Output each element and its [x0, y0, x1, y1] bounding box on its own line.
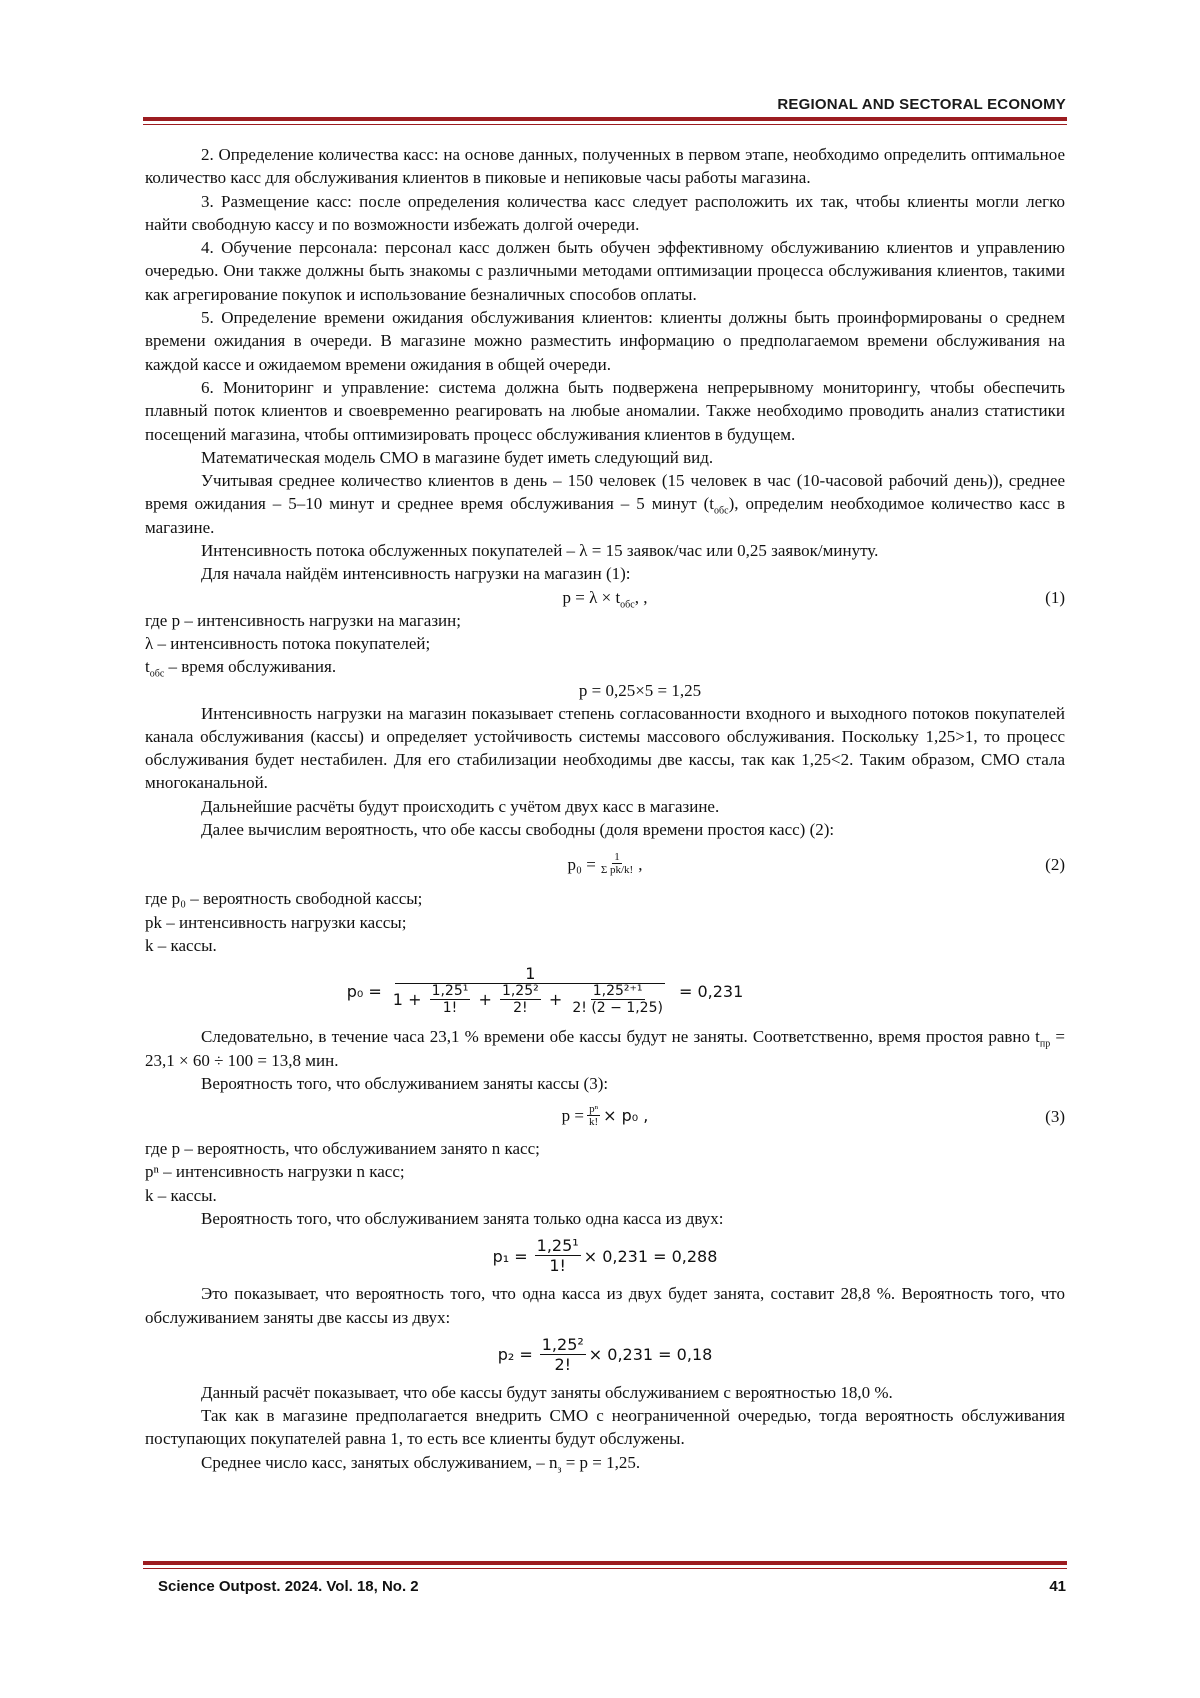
paragraph: Вероятность того, что обслуживанием занята только одна касса из двух:: [201, 1208, 724, 1228]
paragraph: 2. Определение количества касс: на основе данных, полученных в первом этапе, необходимо определить оптимальное количество касс для обслуживания клиентов в пиковые и непиковые часы работы магазина.: [145, 145, 1065, 188]
paragraph: Интенсивность потока обслуженных покупателей – λ = 15 заявок/час или 0,25 заявок/минуту.: [201, 541, 879, 561]
where-clause: где p₀ – вероятность свободной кассы;: [145, 889, 423, 909]
paragraph: Следовательно, в течение часа 23,1 % времени обе кассы будут не заняты. Соответственно, время простоя равно $t_{пр} = 23,1 \times 60 \div 100 = 13,8$ мин.: [145, 1027, 1065, 1070]
where-clause: k – кассы.: [145, 935, 217, 955]
paragraph: Данный расчёт показывает, что обе кассы будут заняты обслуживанием с вероятностью 18,0 %.: [201, 1382, 893, 1402]
equation-3: p = $\frac{\text{pⁿ}}{k!}$ × p₀ , (3): [561, 1102, 1065, 1129]
paragraph: Учитывая среднее количество клиентов в день – 150 человек (15 человек в час (10-часовой рабочий день)), среднее время ожидания – 5–10 минут и среднее время обслуживания – 5 минут $(t_{обс})$, определим необходимое количество касс в магазине.: [145, 471, 1066, 537]
equation-1: $p = \lambda \times t_{обс}$, , (1): [562, 587, 1065, 611]
fraction: $\frac{\text{1,25²}}{2!}$: [541, 1334, 584, 1374]
running-header: REGIONAL AND SECTORAL ECONOMY: [777, 96, 1066, 113]
equation-2: p₀ = $\frac{1}{\text{Σ pk/k!}}$ , (2): [567, 851, 1065, 877]
header-rule-thin: [143, 124, 1067, 125]
equation-number: (1): [1045, 587, 1065, 607]
paragraph: Это показывает, что вероятность того, что одна касса из двух будет занята, составит 28,8 %. Вероятность того, что обслуживанием заняты две кассы из двух:: [145, 1284, 1065, 1327]
paragraph: Дальнейшие расчёты будут происходить с учётом двух касс в магазине.: [201, 796, 720, 816]
where-clause: $t_{обс}$ – время обслуживания.: [145, 657, 337, 680]
where-clause: где p – интенсивность нагрузки на магазин;: [145, 610, 461, 630]
paragraph: Так как в магазине предполагается внедрить СМО с неограниченной очередью, тогда вероятность обслуживания поступающих покупателей равна 1, то есть все клиенты будут обслужены.: [145, 1406, 1065, 1449]
where-clause: pk – интенсивность нагрузки кассы;: [145, 912, 407, 932]
paragraph: 5. Определение времени ожидания обслуживания клиентов: клиенты должны быть проинформированы о среднем времени ожидания в очереди. В магазине можно разместить информацию о предполагаемом времени обслуживания на каждой кассе и ожидаемом времени ожидания в общей очереди.: [145, 308, 1065, 374]
equation-p1: p₁ = $\frac{\text{1,25¹}}{1!}$ × 0,231 = 0,288: [492, 1236, 718, 1275]
fraction: $\frac{\text{pⁿ}}{k!}$: [588, 1102, 599, 1129]
where-clause: pⁿ – интенсивность нагрузки n касс;: [145, 1162, 405, 1182]
fraction: $\frac{1}{\text{Σ pk/k!}}$: [600, 851, 634, 877]
paragraph: Вероятность того, что обслуживанием заняты кассы (3):: [201, 1073, 609, 1093]
footer-rule-thick: [143, 1561, 1067, 1565]
where-clause: k – кассы.: [145, 1185, 217, 1205]
paragraph: Интенсивность нагрузки на магазин показывает степень согласованности входного и выходного потоков покупателей канала обслуживания (кассы) и определяет устойчивость системы массового обслуживания. Поскольку 1,25>1, то процесс обслуживания будет нестабилен. Для его стабилизации необходимы две кассы, так как 1,25<2. Таким образом, СМО стала многоканальной.: [145, 703, 1065, 793]
fraction: $\frac{\text{1,25¹}}{1!}$: [536, 1236, 579, 1275]
equation-p0-calculation: p₀ = 1 1 + $\frac{\text{1,25¹}}{1!}$ + $\frac{\text{1,25²}}{2!}$ + $\frac{\text{1,25²⁺¹}}{2! (2 - 1,25)}$ = 0,231: [346, 964, 744, 1017]
equation-number: (2): [1045, 855, 1065, 875]
paragraph: Среднее число касс, занятых обслуживанием, – $n_з = p = 1,25$.: [201, 1452, 641, 1476]
where-clause: λ – интенсивность потока покупателей;: [145, 633, 431, 653]
fraction: 1 1 + $\frac{\text{1,25¹}}{1!}$ + $\frac{\text{1,25²}}{2!}$ + $\frac{\text{1,25²⁺¹}}{2! (2 - 1,25)}$: [391, 965, 670, 1017]
article-body: [145, 143, 1065, 1474]
paragraph: 6. Мониторинг и управление: система должна быть подвержена непрерывному мониторингу, чтобы обеспечить плавный поток клиентов и своевременно реагировать на любые аномалии. Также необходимо проводить анализ статистики посещений магазина, чтобы оптимизировать процесс обслуживания клиентов в будущем.: [145, 377, 1065, 444]
footer-rule-thin: [143, 1568, 1067, 1569]
page-number: 41: [1049, 1578, 1066, 1595]
equation-p2: p₂ = $\frac{\text{1,25²}}{2!}$ × 0,231 = 0,18: [497, 1334, 713, 1374]
paragraph: Далее вычислим вероятность, что обе кассы свободны (доля времени простоя касс) (2):: [201, 820, 835, 840]
paragraph: 3. Размещение касс: после определения количества касс следует расположить их так, чтобы клиенты могли легко найти свободную кассу и по возможности избежать долгой очереди.: [145, 191, 1065, 234]
paragraph: 4. Обучение персонала: персонал касс должен быть обучен эффективному обслуживанию клиентов и управлению очередью. Они также должны быть знакомы с различными методами оптимизации процесса обслуживания клиентов, такими как агрегирование покупок и использование безналичных способов оплаты.: [145, 238, 1065, 304]
calculation-1: p = 0,25×5 = 1,25: [578, 680, 702, 700]
paragraph: Для начала найдём интенсивность нагрузки на магазин (1):: [201, 564, 631, 584]
header-rule-thick: [143, 117, 1067, 121]
equation-number: (3): [1045, 1107, 1065, 1127]
where-clause: где p – вероятность, что обслуживанием занято n касс;: [145, 1139, 540, 1159]
paragraph: Математическая модель СМО в магазине будет иметь следующий вид.: [201, 447, 714, 467]
journal-citation: Science Outpost. 2024. Vol. 18, No. 2: [158, 1578, 419, 1595]
